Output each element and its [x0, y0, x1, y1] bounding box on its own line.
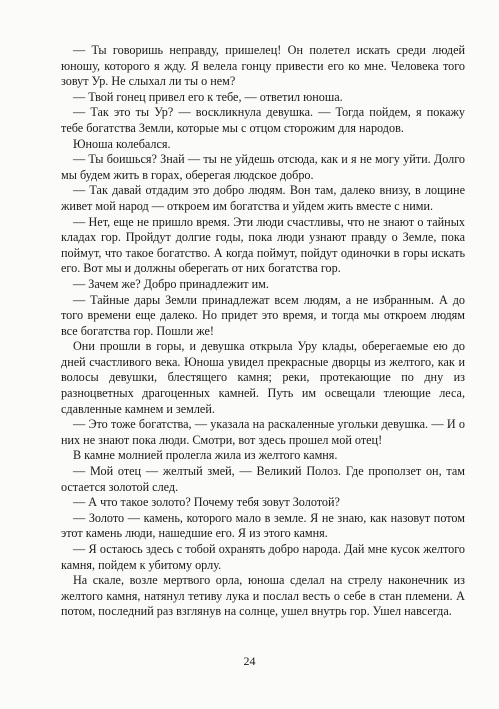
paragraph: Юноша колебался.	[73, 136, 171, 151]
paragraph: — Золото — камень, которого мало в земле. Я не знаю, как назовут потом этот камень люди, нашедшие его. Я из этого камня.	[61, 510, 465, 541]
paragraph: — Мой отец — желтый змей, — Великий Полоз. Где проползет он, там остается золотой след.	[61, 464, 465, 494]
paragraph: — Я остаюсь здесь с тобой охранять добро народа. Дай мне кусок желтого камня, пойдем к убитому орлу.	[61, 542, 465, 572]
page-number: 24	[243, 654, 256, 668]
paragraph: — Зачем же? Добро принадлежит им.	[73, 276, 269, 291]
paragraph: Они прошли в горы, и девушка открыла Уру клады, оберегаемые ею до дней счастливого века. Юноша увидел прекрасные дворцы из желтого, как и волосы девушки, блестящего камня; реки, протекающие по дну из разноцветных драгоценных камней. Путь им освещали тлеющие леса, сдавленные камнем и землей.	[61, 339, 465, 416]
paragraph: На скале, возле мертвого орла, юноша сделал на стрелу наконечник из желтого камня, натянул тетиву лука и послал весть о себе в стан племени. А потом, последний раз взглянув на солнце, ушел внутрь гор. Ушел навсегда.	[61, 573, 465, 619]
paragraph: — Нет, еще не пришло время. Эти люди счастливы, что не знают о тайных кладах гор. Пройдут долгие годы, пока люди узнают правду о Земле, пока поймут, что такое богатство. А когда поймут, пойдут одиночки в горы искать его. Вот мы и должны оберегать от них богатства гор.	[61, 214, 465, 276]
paragraph: В камне молнией пролегла жила из желтого камня.	[73, 448, 338, 463]
paragraph: — Тайные дары Земли принадлежат всем людям, а не избранным. А до того времени еще далеко. Но придет это время, и тогда мы откроем людям все богатства гор. Пошли же!	[61, 292, 465, 338]
paragraph: — Так это ты Ур? — воскликнула девушка. — Тогда пойдем, я покажу тебе богатства Земли, которые мы с отцом сторожим для народов.	[61, 105, 465, 135]
paragraph: — Ты говоришь неправду, пришелец! Он полетел искать среди людей юношу, которого я жду. Я велела гонцу привести его ко мне. Человека того зовут Ур. Не слыхал ли ты о нем?	[61, 43, 465, 89]
body-text	[61, 43, 465, 620]
paragraph: — Это тоже богатства, — указала на раскаленные угольки девушка. — И о них не знают пока люди. Смотри, вот здесь прошел мой отец!	[61, 417, 465, 447]
paragraph: — Твой гонец привел его к тебе, — ответил юноша.	[73, 89, 343, 104]
paragraph: — Ты боишься? Знай — ты не уйдешь отсюда, как и я не могу уйти. Долго мы будем жить в горах, оберегая людское добро.	[61, 152, 465, 182]
paragraph: — А что такое золото? Почему тебя зовут Золотой?	[73, 495, 340, 510]
paragraph: — Так давай отдадим это добро людям. Вон там, далеко внизу, в лощине живет мой народ — откроем им богатства и уйдем жить вместе с ними.	[61, 183, 465, 213]
